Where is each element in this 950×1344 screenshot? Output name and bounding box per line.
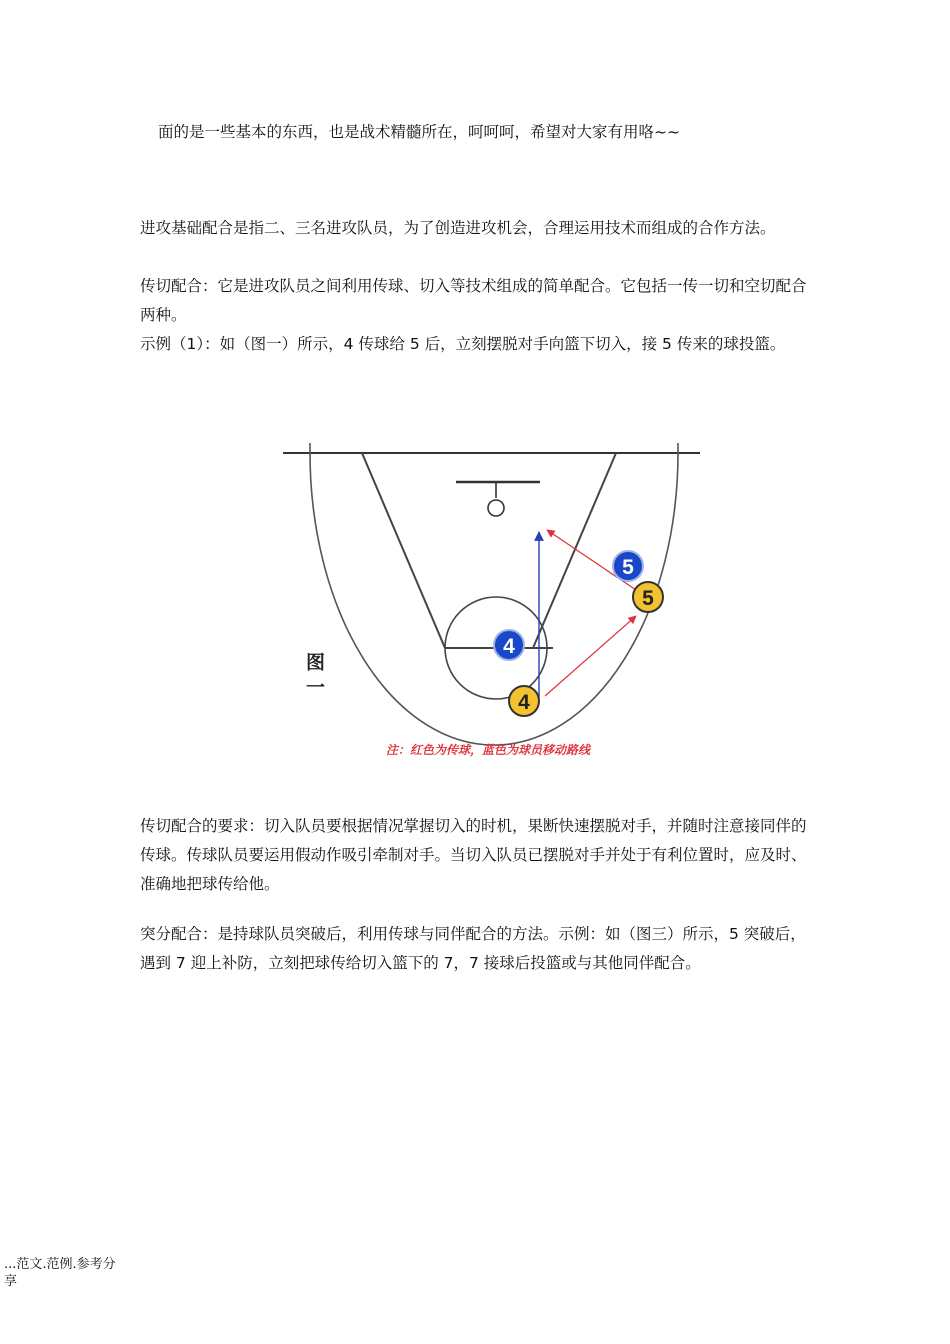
svg-text:5: 5 <box>622 556 634 579</box>
paragraph-definition: 进攻基础配合是指二、三名进攻队员，为了创造进攻机会，合理运用技术而组成的合作方法。 <box>140 219 776 237</box>
paragraph-requirements: 传切配合的要求：切入队员要根据情况掌握切入的时机，果断快速摆脱对手，并随时注意接同伴的传球。传球队员要运用假动作吸引牵制对手。当切入队员已摆脱对手并处于有利位置时，应及时、准确地把球传给他。 <box>140 817 807 893</box>
court-diagram-svg <box>280 440 700 770</box>
intro-text: 面的是一些基本的东西，也是战术精髓所在，呵呵呵，希望对大家有用咯~~ <box>158 123 680 141</box>
paragraph-pass-cut: 传切配合：它是进攻队员之间利用传球、切入等技术组成的简单配合。它包括一传一切和空切配合两种。 <box>140 277 807 324</box>
figure-label: 图一 <box>303 652 325 702</box>
paragraph-example-1: 示例（1）：如（图一）所示，4 传球给 5 后，立刻摆脱对手向篮下切入，接 5 传来的球投篮。 <box>140 335 786 353</box>
figure-note: 注：红色为传球，蓝色为球员移动路线 <box>385 743 591 757</box>
lane-line-right <box>533 453 616 648</box>
attacker-4 <box>509 686 539 716</box>
svg-text:5: 5 <box>642 587 654 610</box>
attacker-5 <box>633 582 663 612</box>
paragraph-breakthrough: 突分配合：是持球队员突破后，利用传球与同伴配合的方法。示例：如（图三）所示，5 突破后，遇到 7 迎上补防，立刻把球传给切入篮下的 7，7 接球后投篮或与其他同伴配合。 <box>140 925 806 972</box>
svg-text:4: 4 <box>518 691 530 714</box>
defender-5 <box>613 551 643 581</box>
three-point-arc <box>310 443 678 745</box>
pass-4-to-5 <box>545 616 636 696</box>
svg-text:4: 4 <box>503 635 515 658</box>
footer-text: ...范文.范例.参考分享 <box>4 1257 116 1289</box>
lane-line-left <box>362 453 445 648</box>
defender-4 <box>494 630 524 660</box>
hoop <box>488 500 504 516</box>
court-diagram <box>280 440 700 770</box>
